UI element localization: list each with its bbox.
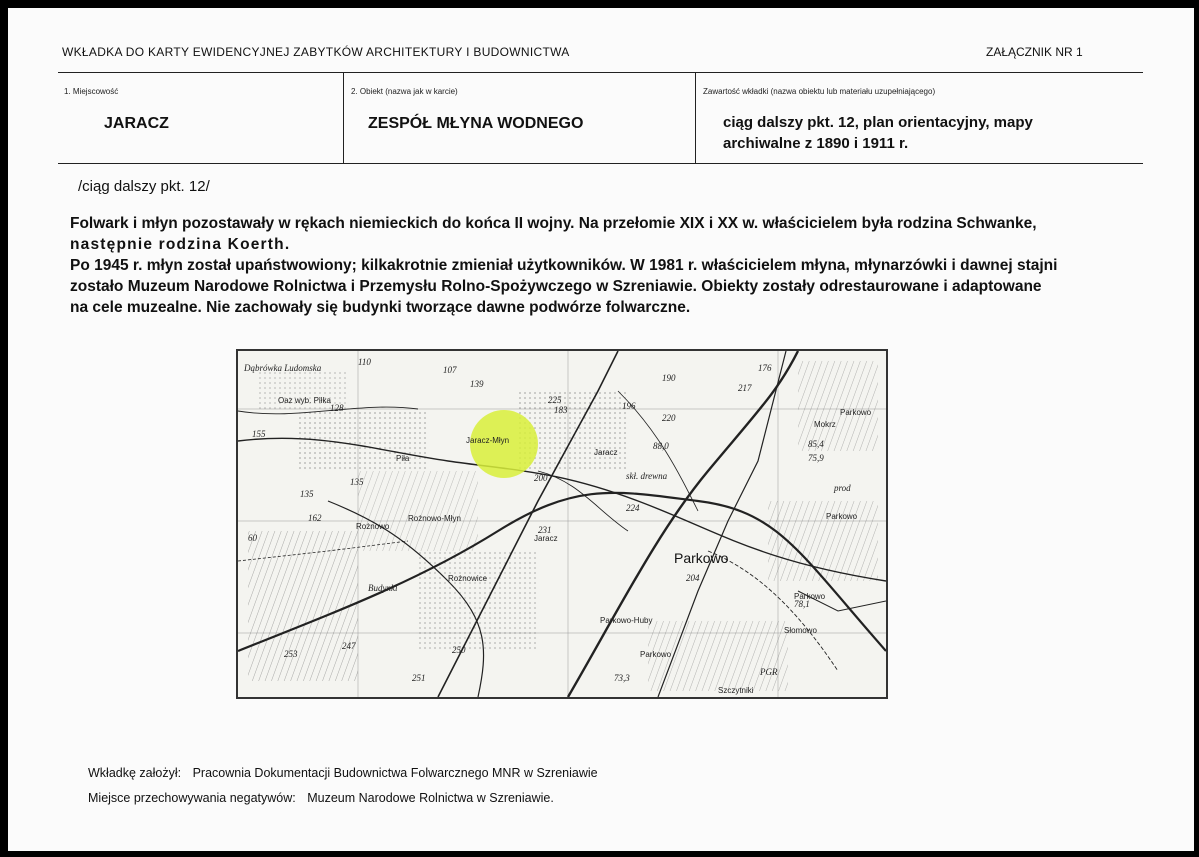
description-line-1: Folwark i młyn pozostawały w rękach niemieckich do końca II wojny. Na przełomie XIX i XX w. właścicielem była rodzina Schwanke,: [70, 215, 1037, 232]
map-height-mark: 190: [662, 373, 676, 383]
description-line-3: Po 1945 r. młyn został upaństwowiony; kilkakrotnie zmieniał użytkowników. W 1981 r. właścicielem młyna, młynarzówki i dawnej stajni: [70, 257, 1058, 274]
map-height-mark: 88,0: [653, 441, 669, 451]
map-label-roznowice: Rożnowice: [448, 574, 488, 583]
map-height-mark: 231: [538, 525, 552, 535]
map-label-prod: prod: [834, 483, 851, 493]
map-height-mark: 135: [350, 477, 364, 487]
map-height-mark: 139: [470, 379, 484, 389]
map-height-mark: 225: [548, 395, 562, 405]
map-label-mokrz: Mokrz: [814, 420, 836, 429]
map-height-mark: 247: [342, 641, 356, 651]
map-label-pgr: PGR: [760, 667, 778, 677]
negatives-value: Muzeum Narodowe Rolnictwa w Szreniawie.: [307, 791, 554, 805]
map-height-mark: 75,9: [808, 453, 824, 463]
map-label-slomowo: Słomowo: [784, 626, 817, 635]
negatives-line: [88, 791, 554, 805]
map-height-mark: 251: [412, 673, 426, 683]
object-label: 2. Obiekt (nazwa jak w karcie): [351, 87, 458, 96]
map-height-mark: 78,1: [794, 599, 810, 609]
map-label-parkowo-e: Parkowo: [826, 512, 858, 521]
content-value-line1: ciąg dalszy pkt. 12, plan orientacyjny, mapy: [723, 114, 1033, 131]
map-height-mark: 85,4: [808, 439, 824, 449]
map-height-mark: 196: [622, 401, 636, 411]
map-label-jaracz-north: Jaracz: [594, 448, 618, 457]
table-divider-1: [343, 72, 344, 163]
map-label-parkowo-se: Parkowo: [794, 592, 826, 601]
map-graphic: [238, 351, 886, 697]
map-height-mark: 220: [662, 413, 676, 423]
map-height-mark: 253: [284, 649, 298, 659]
map-height-mark: 60: [248, 533, 257, 543]
map-label-parkowo-huby: Parkowo-Huby: [600, 616, 653, 625]
document-sheet: [8, 8, 1194, 851]
map-height-mark: 224: [626, 503, 640, 513]
map-height-mark: 110: [358, 357, 371, 367]
map-label-roznowo: Rożnowo: [356, 522, 390, 531]
founded-value: Pracownia Dokumentacji Budownictwa Folwarcznego MNR w Szreniawie: [192, 766, 598, 780]
attachment-number: ZAŁĄCZNIK NR 1: [986, 45, 1083, 59]
map-height-mark: 107: [443, 365, 457, 375]
map-height-mark: 128: [330, 403, 344, 413]
description-line-2: następnie rodzina Koerth.: [70, 236, 291, 253]
map-label-parkowo-ne: Parkowo: [840, 408, 872, 417]
map-label-szczytniki: Szczytniki: [718, 686, 754, 695]
locality-label: 1. Miejscowość: [64, 87, 119, 96]
table-bottom-rule: [58, 163, 1143, 164]
map-label-parkowo-s: Parkowo: [640, 650, 672, 659]
map-label-jaracz-mlyn: Jaracz-Młyn: [466, 436, 510, 445]
negatives-label: Miejsce przechowywania negatywów:: [88, 791, 296, 805]
table-top-rule: [58, 72, 1143, 73]
continuation-note: /ciąg dalszy pkt. 12/: [78, 178, 210, 195]
founded-label: Wkładkę założył:: [88, 766, 182, 780]
map-height-mark: 183: [554, 405, 568, 415]
map-height-mark: 135: [300, 489, 314, 499]
table-divider-2: [695, 72, 696, 163]
map-label-dabrowka: Dąbrówka Ludomska: [244, 363, 322, 373]
map-label-jaracz: Jaracz: [534, 534, 558, 543]
founded-line: [88, 766, 598, 780]
map-label-skl-drewna: skł. drewna: [626, 471, 668, 481]
header-title: WKŁADKA DO KARTY EWIDENCYJNEJ ZABYTKÓW ARCHITEKTURY I BUDOWNICTWA: [62, 45, 570, 59]
map-height-mark: 204: [686, 573, 700, 583]
locality-value: JARACZ: [104, 115, 169, 132]
content-value: [723, 112, 1033, 154]
map-label-parkowo-big: Parkowo: [674, 550, 729, 566]
content-label: Zawartość wkładki (nazwa obiektu lub materiału uzupełniającego): [703, 87, 936, 96]
map-height-mark: 73,3: [614, 673, 630, 683]
map-label-budynki: Budynki: [368, 583, 398, 593]
description-line-4: zostało Muzeum Narodowe Rolnictwa i Przemysłu Rolno-Spożywczego w Szreniawie. Obiekty zostały odrestaurowane i adaptowane: [70, 278, 1042, 295]
map-height-mark: 176: [758, 363, 772, 373]
map-height-mark: 155: [252, 429, 266, 439]
map-label-pila: Piła: [396, 454, 410, 463]
map-label-roznowo-mlyn: Rożnowo-Młyn: [408, 514, 461, 523]
map-height-mark: 250: [452, 645, 466, 655]
map-height-mark: 162: [308, 513, 322, 523]
object-value: ZESPÓŁ MŁYNA WODNEGO: [368, 115, 584, 132]
content-value-line2: archiwalne z 1890 i 1911 r.: [723, 135, 909, 152]
map-height-mark: 217: [738, 383, 752, 393]
description-text: [70, 213, 1150, 318]
map-label-oaz: Oaz wyb. Piłka: [278, 396, 331, 405]
map-height-mark: 200: [534, 473, 548, 483]
orientation-map: [236, 349, 888, 699]
description-line-5: na cele muzealne. Nie zachowały się budynki tworzące dawne podwórze folwarczne.: [70, 299, 691, 316]
